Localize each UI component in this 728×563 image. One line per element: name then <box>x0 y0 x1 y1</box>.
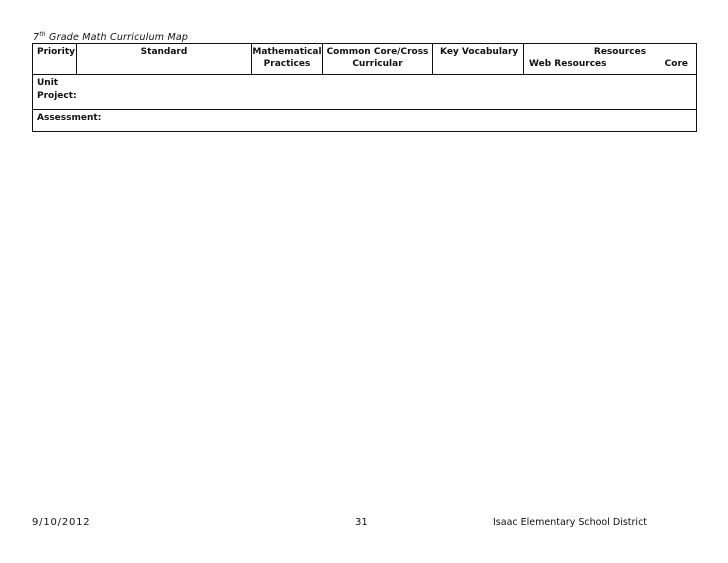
standard-header <box>77 44 252 75</box>
title-grade-number: 7 <box>33 32 40 43</box>
unit-label: Unit <box>37 78 59 88</box>
resources-header-label: Resources <box>593 47 647 57</box>
math-practices-header-line2: Practices <box>263 59 311 69</box>
footer-district: Isaac Elementary School District <box>493 517 648 528</box>
math-practices-header-line1: Mathematical <box>252 47 322 57</box>
common-core-header-line2: Curricular <box>352 59 403 69</box>
core-header-label: Core <box>664 59 688 69</box>
footer-page-number: 31 <box>355 517 368 528</box>
title-grade-suffix: th <box>39 30 46 38</box>
assessment-label: Assessment: <box>37 113 102 123</box>
web-resources-header-label: Web Resources <box>529 59 607 69</box>
curriculum-map-table <box>32 43 697 132</box>
assessment-cell <box>33 110 697 132</box>
common-core-header <box>323 44 433 75</box>
key-vocabulary-header-label: Key Vocabulary <box>440 47 519 57</box>
key-vocabulary-header <box>433 44 524 75</box>
resources-header <box>524 44 697 75</box>
title-text: Grade Math Curriculum Map <box>45 32 189 43</box>
unit-project-row <box>33 75 697 110</box>
math-practices-header <box>252 44 323 75</box>
header-row <box>33 44 697 75</box>
assessment-row <box>33 110 697 132</box>
priority-header-label: Priority <box>37 47 75 57</box>
document-title <box>33 32 188 43</box>
common-core-header-line1: Common Core/Cross <box>326 47 429 57</box>
footer-date: 9/10/2012 <box>32 517 91 528</box>
unit-project-cell <box>33 75 697 110</box>
project-label: Project: <box>37 91 77 101</box>
standard-header-label: Standard <box>140 47 188 57</box>
priority-header <box>33 44 77 75</box>
resources-subheaders <box>524 58 696 70</box>
